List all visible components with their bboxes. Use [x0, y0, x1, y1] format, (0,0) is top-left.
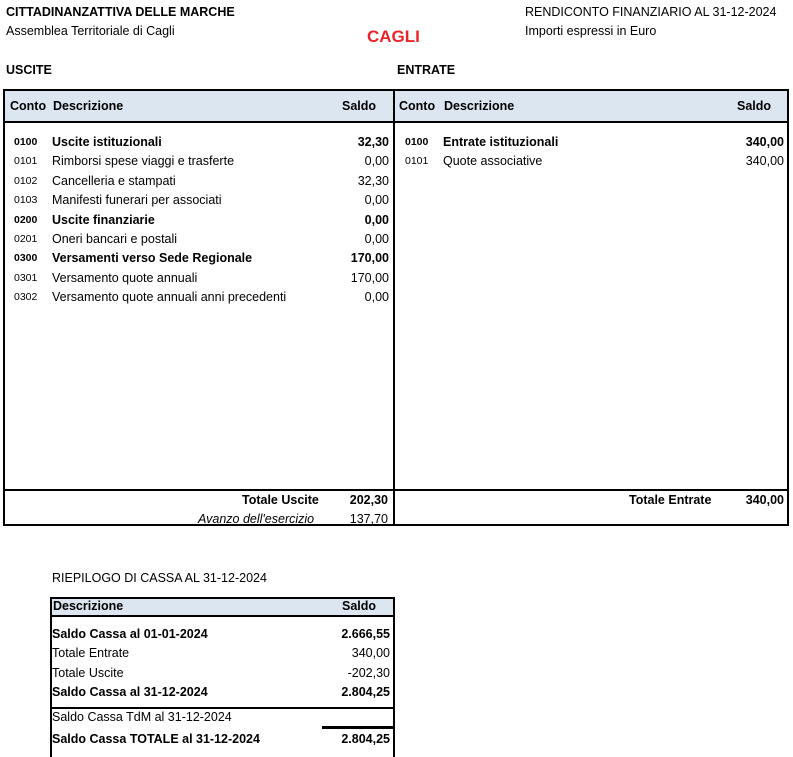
account-code: 0101 — [14, 155, 38, 168]
report-title: RENDICONTO FINANZIARIO AL 31-12-2024 — [525, 5, 777, 19]
account-code: 0100 — [405, 136, 429, 148]
riepilogo-col-saldo: Saldo — [342, 599, 377, 613]
surplus-label: Avanzo dell'esercizio — [198, 512, 315, 526]
riepilogo-row — [52, 625, 390, 644]
entrate-total-label: Totale Entrate — [629, 493, 712, 507]
uscite-col-descrizione: Descrizione — [53, 99, 124, 113]
uscite-table-row — [5, 269, 389, 288]
entrate-table-row — [396, 152, 784, 171]
account-balance: 32,30 — [357, 135, 389, 149]
riepilogo-tdm-label: Saldo Cassa TdM al 31-12-2024 — [52, 710, 232, 724]
entrate-table-row — [396, 133, 784, 152]
account-description: Manifesti funerari per associati — [52, 193, 222, 208]
currency-note: Importi espressi in Euro — [525, 24, 657, 38]
riepilogo-grand-total-row — [52, 730, 390, 749]
entrate-col-descrizione: Descrizione — [444, 99, 515, 113]
account-description: Oneri bancari e postali — [52, 232, 178, 246]
riepilogo-row — [52, 683, 390, 702]
account-balance: 0,00 — [364, 154, 389, 169]
riepilogo-row — [52, 644, 390, 663]
uscite-col-saldo: Saldo — [342, 99, 377, 113]
account-description: Versamento quote annuali — [52, 270, 198, 285]
assembly-name: Assemblea Territoriale di Cagli — [6, 24, 175, 38]
entrate-col-saldo: Saldo — [737, 99, 772, 113]
account-description: Quote associative — [443, 154, 543, 169]
account-code: 0103 — [14, 194, 38, 207]
entrate-section-label: ENTRATE — [397, 63, 456, 77]
uscite-table-row — [5, 230, 389, 249]
uscite-table-row — [5, 288, 389, 307]
riepilogo-row-value: 340,00 — [351, 646, 390, 661]
account-description: Rimborsi spese viaggi e trasferte — [52, 154, 235, 169]
uscite-table-row — [5, 211, 389, 230]
account-description: Versamento quote annuali anni precedenti — [52, 290, 287, 305]
riepilogo-title: RIEPILOGO DI CASSA AL 31-12-2024 — [52, 571, 267, 585]
account-balance: 340,00 — [745, 135, 784, 149]
uscite-col-conto: Conto — [10, 99, 47, 113]
uscite-total-label: Totale Uscite — [242, 493, 319, 507]
riepilogo-tdm-row — [52, 708, 390, 727]
riepilogo-row-value: -202,30 — [347, 665, 390, 680]
account-balance: 340,00 — [745, 154, 784, 169]
riepilogo-row-value: 2.666,55 — [341, 627, 390, 641]
account-description: Uscite finanziarie — [52, 212, 155, 227]
riepilogo-grand-total-label: Saldo Cassa TOTALE al 31-12-2024 — [52, 732, 260, 746]
account-code: 0302 — [14, 291, 38, 304]
uscite-total-value: 202,30 — [349, 493, 388, 507]
riepilogo-row-label: Saldo Cassa al 31-12-2024 — [52, 685, 208, 700]
account-code: 0300 — [14, 252, 38, 265]
account-balance: 0,00 — [364, 290, 389, 305]
account-description: Cancelleria e stampati — [52, 173, 176, 188]
uscite-table-row — [5, 191, 389, 210]
uscite-table-row — [5, 172, 389, 191]
account-description: Entrate istituzionali — [443, 135, 559, 149]
account-balance: 170,00 — [350, 251, 389, 266]
surplus-value: 137,70 — [349, 512, 388, 526]
riepilogo-row-value: 2.804,25 — [341, 685, 390, 700]
uscite-section-label: USCITE — [6, 63, 52, 77]
account-balance: 0,00 — [364, 212, 389, 227]
account-balance: 170,00 — [350, 270, 389, 285]
column-divider — [393, 89, 395, 526]
riepilogo-row-label: Totale Entrate — [52, 646, 130, 661]
entrate-total-value: 340,00 — [745, 493, 784, 507]
entrate-col-conto: Conto — [399, 99, 436, 113]
uscite-table-row — [5, 249, 389, 268]
account-description: Versamenti verso Sede Regionale — [52, 251, 253, 266]
city-label: CAGLI — [367, 27, 420, 46]
account-code: 0100 — [14, 136, 38, 148]
uscite-table-row — [5, 133, 389, 152]
riepilogo-row — [52, 664, 390, 683]
account-balance: 0,00 — [364, 193, 389, 208]
riepilogo-col-descrizione: Descrizione — [53, 599, 124, 613]
riepilogo-row-label: Saldo Cassa al 01-01-2024 — [52, 627, 208, 641]
riepilogo-row-label: Totale Uscite — [52, 665, 124, 680]
riepilogo-total-underline — [322, 726, 394, 729]
account-code: 0201 — [14, 233, 38, 245]
riepilogo-grand-total-value: 2.804,25 — [341, 732, 390, 746]
organization-name: CITTADINANZATTIVA DELLE MARCHE — [6, 5, 235, 19]
account-description: Uscite istituzionali — [52, 135, 162, 149]
uscite-table-row — [5, 152, 389, 171]
totals-divider — [3, 489, 789, 491]
account-code: 0200 — [14, 213, 38, 226]
account-balance: 32,30 — [357, 173, 389, 188]
account-code: 0301 — [14, 271, 38, 284]
account-code: 0102 — [14, 174, 38, 187]
account-code: 0101 — [405, 155, 429, 168]
account-balance: 0,00 — [364, 232, 389, 246]
